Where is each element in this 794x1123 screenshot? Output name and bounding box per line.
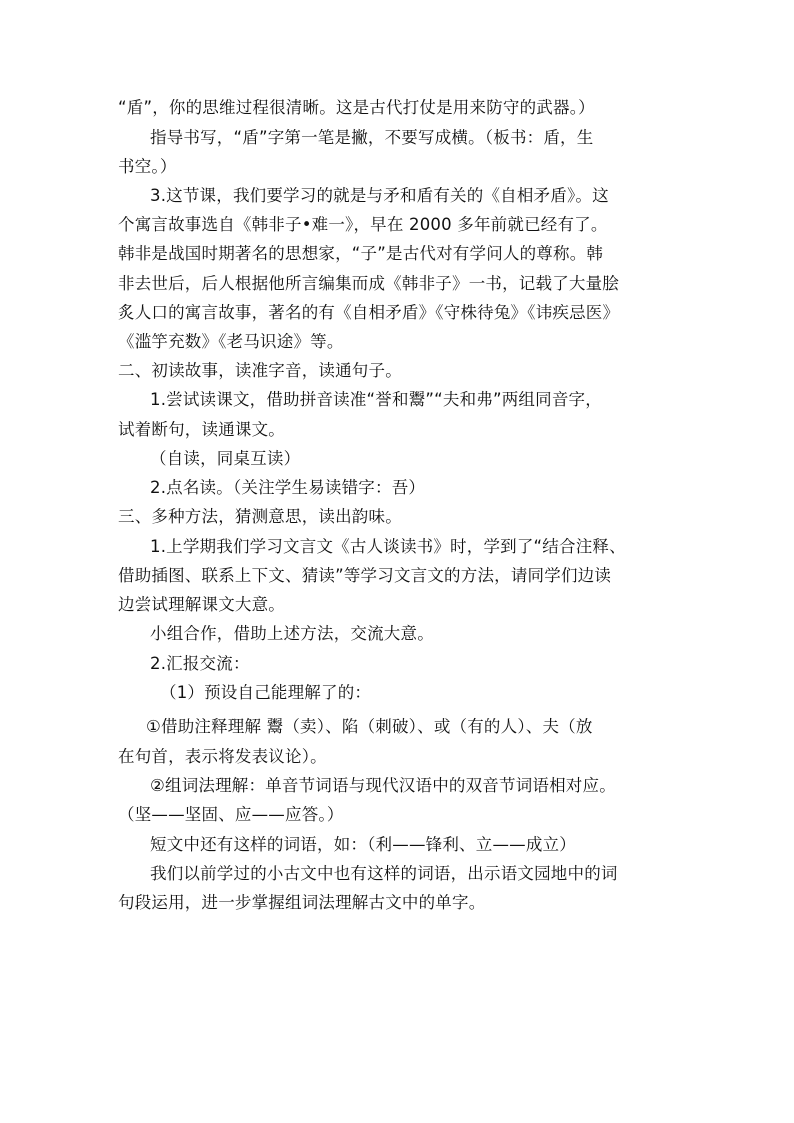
text-line: 《滥竽充数》《老马识途》等。 xyxy=(118,332,344,351)
text-line: （1）预设自己能理解了的： xyxy=(160,683,372,702)
text-line: 1.尝试读课文，借助拼音读准“誉和鬻”“夫和弗”两组同音字， xyxy=(150,390,602,409)
text-line: 个寓言故事选自《韩非子•难一》，早在 2000 多年前就已经有了。 xyxy=(118,215,608,234)
text-line: ②组词法理解：单音节词语与现代汉语中的双音节词语相对应。 xyxy=(150,776,616,795)
text-line: 3.这节课，我们要学习的就是与矛和盾有关的《自相矛盾》。这 xyxy=(150,186,609,205)
text-line: 我们以前学过的小古文中也有这样的词语，出示语文园地中的词 xyxy=(150,864,618,883)
text-line: 边尝试理解课文大意。 xyxy=(118,595,285,614)
text-line: （自读，同桌互读） xyxy=(150,449,301,468)
text-line: 在句首，表示将发表议论）。 xyxy=(118,747,327,766)
text-line: ①借助注释理解 鬻（卖）、陷（刺破）、或（有的人）、夫（放 xyxy=(146,717,593,736)
text-line: 2.点名读。（关注学生易读错字：吾） xyxy=(150,478,426,497)
text-line: 句段运用，进一步掌握组词法理解古文中的单字。 xyxy=(118,893,486,912)
section-heading: 二、初读故事，读准字音，读通句子。 xyxy=(118,361,402,380)
text-line: 借助插图、联系上下文、猜读”等学习文言文的方法，请同学们边读 xyxy=(118,566,612,585)
text-line: 1.上学期我们学习文言文《古人谈读书》时，学到了“结合注释、 xyxy=(150,537,626,556)
text-line: 试着断句，读通课文。 xyxy=(118,420,285,439)
text-line: “盾”，你的思维过程很清晰。这是古代打仗是用来防守的武器。） xyxy=(118,98,595,117)
text-line: 2.汇报交流： xyxy=(150,654,250,673)
text-line: 非去世后，后人根据他所言编集而成《韩非子》一书，记载了大量脍 xyxy=(118,274,619,293)
text-line: 短文中还有这样的词语，如：（利——锋利、立——成立） xyxy=(150,835,576,854)
text-line: 韩非是战国时期著名的思想家，“子”是古代对有学问人的尊称。韩 xyxy=(118,244,604,263)
text-line: 炙人口的寓言故事，著名的有《自相矛盾》《守株待兔》《讳疾忌医》 xyxy=(118,303,620,322)
text-line: 小组合作，借助上述方法，交流大意。 xyxy=(150,624,434,643)
section-heading: 三、多种方法，猜测意思，读出韵味。 xyxy=(118,507,402,526)
text-line: 书空。） xyxy=(118,157,177,176)
text-line: 指导书写，“盾”字第一笔是撇，不要写成横。（板书：盾，生 xyxy=(150,128,594,147)
text-line: （坚——坚固、应——应答。） xyxy=(118,805,344,824)
